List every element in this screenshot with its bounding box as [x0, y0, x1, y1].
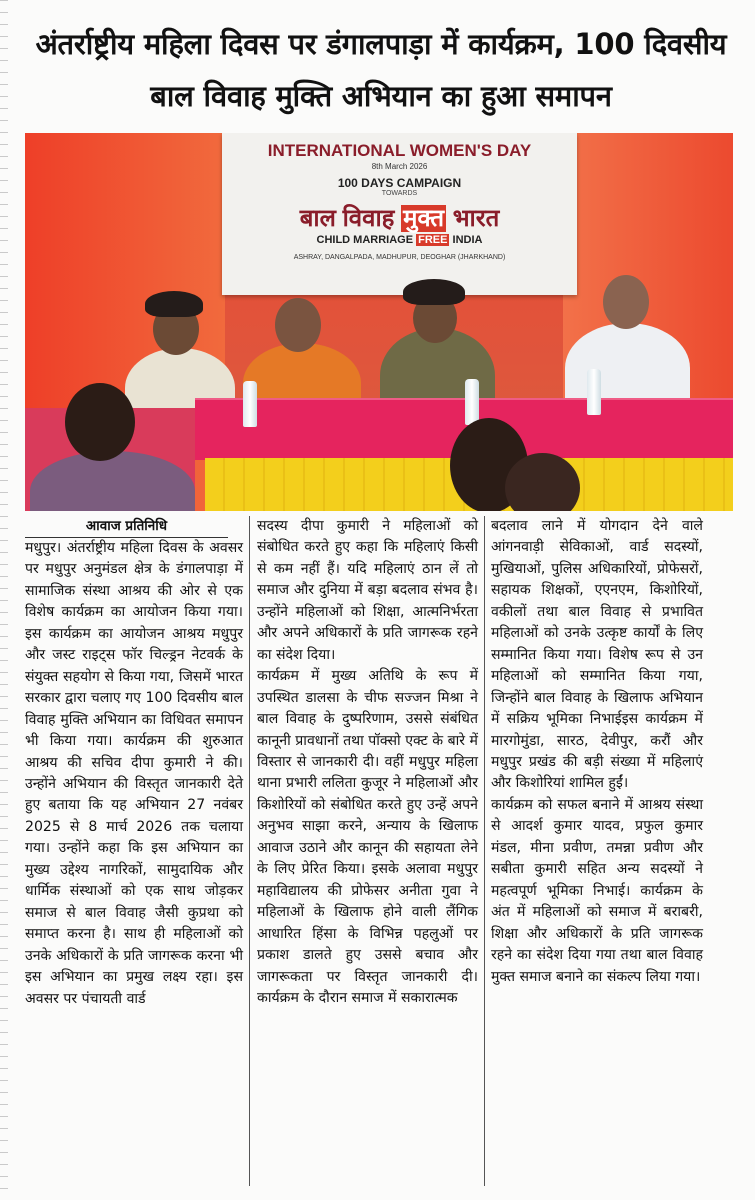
banner-en-post: INDIA: [452, 234, 483, 246]
banner-campaign: 100 DAYS CAMPAIGN: [337, 176, 462, 190]
guest-head-2: [275, 298, 321, 352]
column-rule-2: [484, 516, 485, 1186]
banner-hindi-free: मुक्त: [403, 205, 445, 232]
banner-hindi-pre: बाल विवाह: [299, 205, 395, 232]
water-bottle-3: [587, 369, 601, 415]
banner-hindi-slogan: [222, 201, 577, 234]
event-banner: [222, 133, 577, 295]
banner-english-slogan: [222, 234, 577, 246]
banner-hindi-post: भारत: [452, 205, 500, 232]
banner-title: INTERNATIONAL WOMEN'S DAY: [267, 141, 532, 160]
water-bottle-1: [243, 381, 257, 427]
column-1-text: मधुपुर। अंतर्राष्ट्रीय महिला दिवस के अवसर पर मधुपुर अनुमंडल क्षेत्र के डंगालपाड़ा में सामाजिक संस्था आश्रय की ओर से एक विशेष कार्यक्रम का आयोजन किया गया। इस कार्यक्रम का आयोजन आश्रय मधुपुर और जस्ट राइट्स फॉर चिल्ड्रन नेटवर्क के संयुक्त सहयोग से किया गया, जिसमें भारत सरकार द्वारा चलाए गए 100 दिवसीय बाल विवाह मुक्ति अभियान का विधिवत समापन भी किया गया। कार्यक्रम की शुरुआत आश्रय की सचिव दीपा कुमारी ने की। उन्होंने अभियान की विस्तृत जानकारी देते हुए बताया कि यह अभियान 27 नवंबर 2025 से 8 मार्च 2026 तक चलाया गया। उन्होंने कहा कि इस अभियान का मुख्य उद्देश्य नागरिकों, सामुदायिक और धार्मिक संस्थाओं को एक साथ जोड़कर समाज से बाल विवाह जैसी कुप्रथा को समाप्त करना है। साथ ही महिलाओं को उनके अधिकारों के प्रति जागरूक करना भी इस अभियान का प्रमुख लक्ष्य रहा। इस अवसर पर पंचायती वार्ड: [25, 540, 243, 1007]
byline: आवाज प्रतिनिधि: [25, 516, 228, 538]
banner-en-free: FREE: [418, 234, 448, 246]
article-column-1: [25, 538, 243, 1010]
banner-en-pre: CHILD MARRIAGE: [316, 234, 414, 246]
column-rule-1: [249, 516, 250, 1186]
audience-head-left: [65, 383, 135, 461]
event-photo: [25, 133, 733, 511]
headline: अंतर्राष्ट्रीय महिला दिवस पर डंगालपाड़ा में कार्यक्रम, 100 दिवसीय बाल विवाह मुक्ति अभियान का हुआ समापन: [35, 27, 727, 113]
column-3-paragraph-1: बदलाव लाने में योगदान देने वाले आंगनवाड़ी सेविकाओं, वार्ड सदस्यों, मुखियाओं, पुलिस अधिकारियों, प्रोफेसरों, सहायक शिक्षकों, एएनएम, किशोरियों, वकीलों तथा बाल विवाह से प्रभावित महिलाओं को उनके उत्कृष्ट कार्यों के लिए सम्मानित किया गया। विशेष रूप से उन महिलाओं को सम्मानित किया गया, जिन्होंने बाल विवाह के खिलाफ अभियान में सक्रिय भूमिका निभाईइस कार्यक्रम में मारगोमुंडा, सारठ, देवीपुर, करौं और मधुपुर प्रखंड की बड़ी संख्या में महिलाएं और किशोरियां शामिल हुईं।: [491, 518, 703, 792]
guest-beret-1: [145, 291, 203, 317]
column-2-paragraph-1: सदस्य दीपा कुमारी ने महिलाओं को संबोधित करते हुए कहा कि महिलाएं किसी से कम नहीं हैं। यदि महिलाएं ठान लें तो समाज और दुनिया में बड़ा बदलाव संभव है। उन्होंने महिलाओं को शिक्षा, आत्मनिर्भरता और अपने अधिकारों के प्रति जागरूक रहने का संदेश दिया।: [257, 518, 478, 663]
banner-towards: TOWARDS: [381, 190, 418, 197]
article-column-2: [257, 516, 478, 1009]
column-2-paragraph-2: कार्यक्रम में मुख्य अतिथि के रूप में उपस्थित डालसा के चीफ सज्जन मिश्रा ने बाल विवाह के दुष्परिणाम, उससे संबंधित कानूनी प्रावधानों तथा पॉक्सो एक्ट के बारे में विस्तार से जानकारी दी। वहीं मधुपुर महिला थाना प्रभारी ललिता कुजूर ने महिलाओं और किशोरियों को संबोधित करते हुए उन्हें अपने अनुभव साझा करने, अन्याय के खिलाफ आवाज उठाने और कानून की सहायता लेने के लिए प्रेरित किया। इसके अलावा मधुपुर महाविद्यालय की प्रोफेसर अनीता गुवा ने महिलाओं के खिलाफ होने वाली लैंगिक आधारित हिंसा के विभिन्न पहलुओं पर प्रकाश डालते हुए उससे बचाव और जागरूकता पर विस्तृत जानकारी दी। कार्यक्रम के दौरान समाज में सकारात्मक: [257, 668, 478, 1006]
article-column-3: [491, 516, 703, 988]
water-bottle-2: [465, 379, 479, 425]
guest-beret-3: [403, 279, 465, 305]
column-3-paragraph-2: कार्यक्रम को सफल बनाने में आश्रय संस्था से आदर्श कुमार यादव, प्रफुल कुमार मंडल, मीना प्रवीण, तमन्ना प्रवीण और सबीता कुमारी सहित अन्य सदस्यों ने महत्वपूर्ण भूमिका निभाई। कार्यक्रम के अंत में महिलाओं को समाज में बराबरी, शिक्षा और अधिकारों के प्रति जागरूक रहने का संदेश दिया गया तथा बाल विवाह मुक्त समाज बनाने का संकल्प लिया गया।: [491, 796, 703, 985]
page-edge-marks: [0, 0, 8, 1200]
banner-address: ASHRAY, DANGALPADA, MADHUPUR, DEOGHAR (JHARKHAND): [293, 254, 506, 261]
guest-head-4: [603, 275, 649, 329]
banner-date: 8th March 2026: [371, 162, 428, 171]
